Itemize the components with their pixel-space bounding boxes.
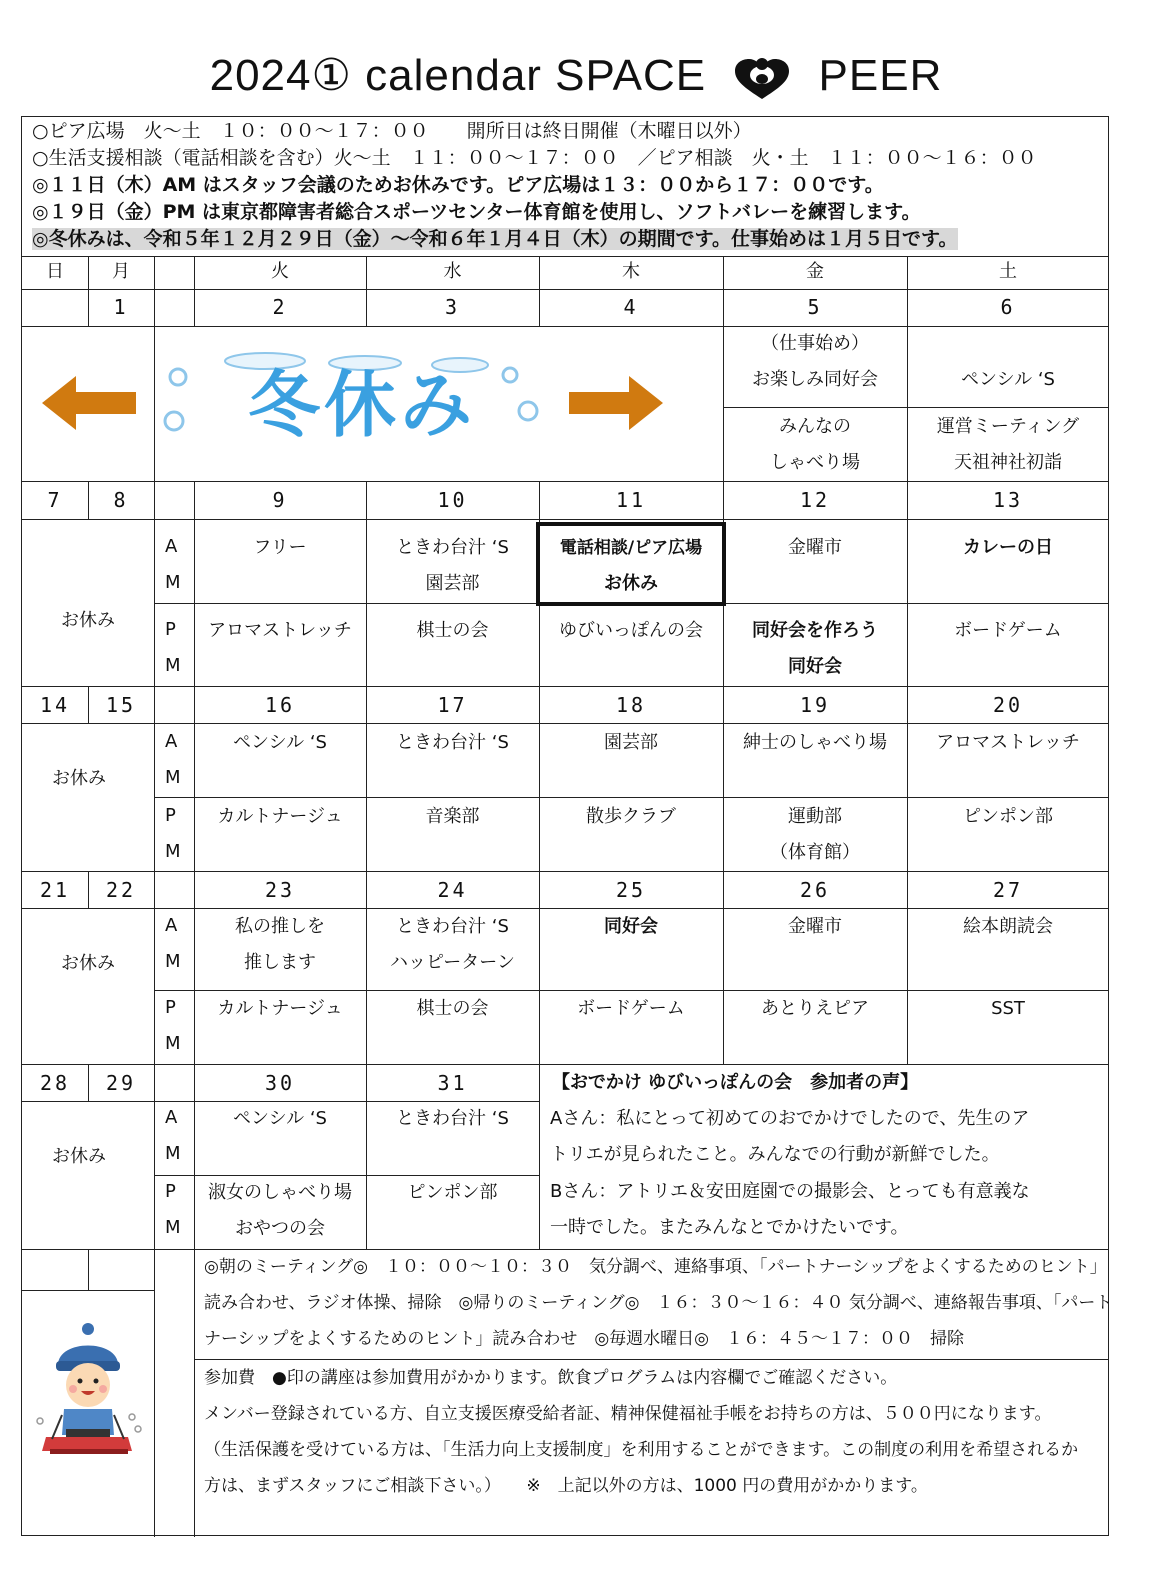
- date-14: 14: [39, 693, 71, 717]
- date-19: 19: [799, 693, 831, 717]
- fri5-line1: （仕事始め）: [761, 333, 869, 354]
- jan20-pm: ピンポン部: [963, 806, 1053, 827]
- jan12-pm-1: 同好会を作ろう: [752, 620, 878, 641]
- fri5-line3: みんなの: [779, 416, 851, 437]
- pm-label-p: P: [165, 1181, 176, 1202]
- weekday-sun: 日: [46, 261, 64, 282]
- date-6: 6: [1000, 295, 1016, 319]
- winter-break-label: 冬休み: [247, 363, 476, 447]
- am-label-m: M: [165, 1143, 181, 1164]
- date-30: 30: [264, 1071, 296, 1095]
- am-label-m: M: [165, 767, 181, 788]
- weekday-sat: 土: [999, 261, 1017, 282]
- fri5-line4: しゃべり場: [770, 452, 860, 473]
- date-1: 1: [113, 295, 129, 319]
- date-15: 15: [105, 693, 137, 717]
- week5-closed: お休み: [52, 1146, 106, 1167]
- jan11-pm: ゆびいっぽんの会: [559, 620, 703, 641]
- jan27-am: 絵本朗読会: [963, 916, 1053, 937]
- jan16-am: ペンシル ‘S: [233, 732, 327, 753]
- jan24-pm: 棋士の会: [416, 998, 489, 1019]
- meeting-line-1: ◎朝のミーティング◎ １０：００〜１０：３０ 気分調べ、連絡事項、「パートナーシップをよくするためのヒント」: [204, 1257, 1107, 1277]
- jan27-pm: SST: [991, 998, 1025, 1019]
- date-3: 3: [444, 295, 461, 319]
- jan12-pm-2: 同好会: [788, 656, 842, 677]
- jan19-pm-2: （体育館）: [770, 842, 860, 863]
- jan9-am: フリー: [253, 537, 307, 558]
- sat6-line1: ペンシル ‘S: [961, 369, 1055, 390]
- weekday-thu: 木: [622, 261, 640, 282]
- fees-line-4: 方は、まずスタッフにご相談下さい。） ※ 上記以外の方は、1000 円の費用がかかります。: [204, 1476, 928, 1496]
- am-label-a: A: [165, 731, 178, 752]
- weekday-tue: 火: [271, 261, 289, 282]
- date-4: 4: [623, 295, 639, 319]
- jan12-am: 金曜市: [788, 537, 842, 558]
- jan10-am-1: ときわ台汁 ‘S: [396, 537, 509, 558]
- jan18-pm: 散歩クラブ: [586, 806, 676, 827]
- voices-title: 【おでかけ ゆびいっぽんの会 参加者の声】: [552, 1072, 919, 1093]
- notice-open-hours: ○ピア広場 火〜土 １０：００〜１７：００ 開所日は終日開催（木曜日以外）: [32, 120, 752, 142]
- jan13-pm: ボードゲーム: [954, 620, 1062, 641]
- date-27: 27: [992, 878, 1024, 902]
- fees-line-1: 参加費 ●印の講座は参加費用がかかります。飲食プログラムは内容欄でご確認ください。: [204, 1368, 898, 1388]
- right-arrow-icon: [565, 372, 665, 434]
- jan17-am: ときわ台汁 ‘S: [396, 732, 509, 753]
- jan31-pm: ピンポン部: [407, 1182, 498, 1203]
- date-23: 23: [264, 878, 296, 902]
- title-left: 2024① calendar SPACE: [209, 51, 707, 100]
- meeting-line-2: 読み合わせ、ラジオ体操、掃除 ◎帰りのミーティング◎ １６：３０〜１６：４０ 気分調べ、連絡報告事項、「パート: [204, 1293, 1113, 1313]
- jan23-pm: カルトナージュ: [217, 998, 343, 1019]
- voice-line-4: 一時でした。またみんなとでかけたいです。: [550, 1217, 909, 1238]
- jan30-pm-2: おやつの会: [235, 1218, 325, 1239]
- jan10-am-2: 園芸部: [425, 573, 480, 594]
- date-18: 18: [615, 693, 647, 717]
- date-10: 10: [437, 488, 468, 512]
- voice-line-1: Aさん：私にとって初めてのおでかけでしたので、先生のア: [550, 1108, 1030, 1129]
- jan11-am-1: 電話相談/ピア広場: [559, 538, 703, 558]
- jan9-pm: アロマストレッチ: [208, 620, 352, 641]
- am-label-m: M: [165, 951, 181, 972]
- date-20: 20: [992, 693, 1024, 717]
- weekday-fri: 金: [806, 261, 824, 282]
- jan11-am-2: お休み: [604, 573, 658, 594]
- jan25-pm: ボードゲーム: [577, 998, 685, 1019]
- pm-label-m: M: [165, 841, 181, 862]
- sat6-line2: 運営ミーティング: [936, 416, 1080, 437]
- jan19-pm-1: 運動部: [788, 806, 842, 827]
- pm-label-p: P: [165, 805, 176, 826]
- date-5: 5: [807, 295, 823, 319]
- fees-line-2: メンバー登録されている方、自立支援医療受給者証、精神保健福祉手帳をお持ちの方は、５００円になります。: [204, 1404, 1052, 1424]
- date-13: 13: [992, 488, 1024, 512]
- page-title: [0, 50, 1152, 101]
- date-17: 17: [437, 693, 468, 717]
- date-2: 2: [272, 295, 288, 319]
- date-11: 11: [615, 488, 647, 512]
- sat6-line3: 天祖神社初詣: [954, 452, 1062, 473]
- jan23-am-1: 私の推しを: [235, 916, 325, 937]
- jan19-am: 紳士のしゃべり場: [743, 732, 887, 753]
- jan24-am-2: ハッピーターン: [390, 952, 515, 973]
- am-label-a: A: [165, 536, 178, 557]
- child-on-sled-icon: [32, 1317, 144, 1467]
- date-24: 24: [437, 878, 468, 902]
- notice-softvolley: ◎１９日（金）PM は東京都障害者総合スポーツセンター体育館を使用し、ソフトバレーを練習します。: [32, 201, 921, 223]
- pm-label-p: P: [165, 619, 176, 640]
- fri5-line2: お楽しみ同好会: [752, 369, 878, 390]
- am-label-a: A: [165, 1107, 178, 1128]
- heart-shaped-logo-icon: [733, 55, 791, 101]
- pm-label-p: P: [165, 997, 176, 1018]
- notice-consultation: ○生活支援相談（電話相談を含む）火〜土 １１：００〜１７：００ ／ピア相談 火・土 １１：００〜１６：００: [32, 147, 1037, 169]
- jan18-am: 園芸部: [604, 732, 658, 753]
- notice-winter-break: ◎冬休みは、令和５年１２月２９日（金）〜令和６年１月４日（木）の期間です。仕事始めは１月５日です。: [32, 228, 958, 250]
- date-29: 29: [105, 1071, 137, 1095]
- date-21: 21: [39, 878, 71, 902]
- jan20-am: アロマストレッチ: [936, 732, 1080, 753]
- am-label-a: A: [165, 915, 178, 936]
- week3-closed: お休み: [52, 768, 106, 789]
- jan23-am-2: 推します: [244, 952, 316, 973]
- am-label-m: M: [165, 572, 181, 593]
- date-28: 28: [39, 1071, 71, 1095]
- date-16: 16: [264, 693, 296, 717]
- pm-label-m: M: [165, 655, 181, 676]
- weekday-wed: 水: [443, 261, 462, 282]
- jan17-pm: 音楽部: [425, 806, 480, 827]
- date-25: 25: [615, 878, 647, 902]
- date-31: 31: [437, 1071, 468, 1095]
- jan10-pm: 棋士の会: [416, 620, 489, 641]
- jan26-pm: あとりえピア: [761, 998, 869, 1019]
- calendar-frame: [21, 116, 1113, 1536]
- pm-label-m: M: [165, 1033, 181, 1054]
- week4-closed: お休み: [61, 953, 115, 974]
- jan25-am: 同好会: [604, 916, 658, 937]
- date-26: 26: [799, 878, 831, 902]
- jan24-am-1: ときわ台汁 ‘S: [396, 916, 509, 937]
- jan16-pm: カルトナージュ: [217, 806, 343, 827]
- notice-staff-meeting: ◎１１日（木）AM はスタッフ会議のためお休みです。ピア広場は１３：００から１７：００です。: [32, 174, 884, 196]
- date-8: 8: [113, 488, 129, 512]
- voice-line-3: Bさん：アトリエ＆安田庭園での撮影会、とっても有意義な: [550, 1181, 1030, 1202]
- pm-label-m: M: [165, 1217, 181, 1238]
- left-arrow-icon: [40, 372, 140, 434]
- date-12: 12: [799, 488, 831, 512]
- jan31-am: ときわ台汁 ‘S: [396, 1108, 509, 1129]
- week2-closed: お休み: [61, 610, 115, 631]
- date-9: 9: [272, 488, 288, 512]
- jan26-am: 金曜市: [788, 916, 842, 937]
- jan30-pm-1: 淑女のしゃべり場: [208, 1182, 352, 1203]
- date-7: 7: [47, 488, 63, 512]
- fees-line-3: （生活保護を受けている方は、「生活力向上支援制度」を利用することができます。この制度の利用を希望されるか: [204, 1440, 1079, 1460]
- title-right: PEER: [818, 51, 943, 100]
- jan13-am: カレーの日: [963, 537, 1053, 558]
- voice-line-2: トリエが見られたこと。みんなでの行動が新鮮でした。: [550, 1144, 1000, 1165]
- weekday-mon: 月: [112, 261, 130, 282]
- date-22: 22: [105, 878, 137, 902]
- meeting-line-3: ナーシップをよくするためのヒント」読み合わせ ◎毎週水曜日◎ １６：４５〜１７：００ 掃除: [204, 1329, 964, 1349]
- jan30-am: ペンシル ‘S: [233, 1108, 327, 1129]
